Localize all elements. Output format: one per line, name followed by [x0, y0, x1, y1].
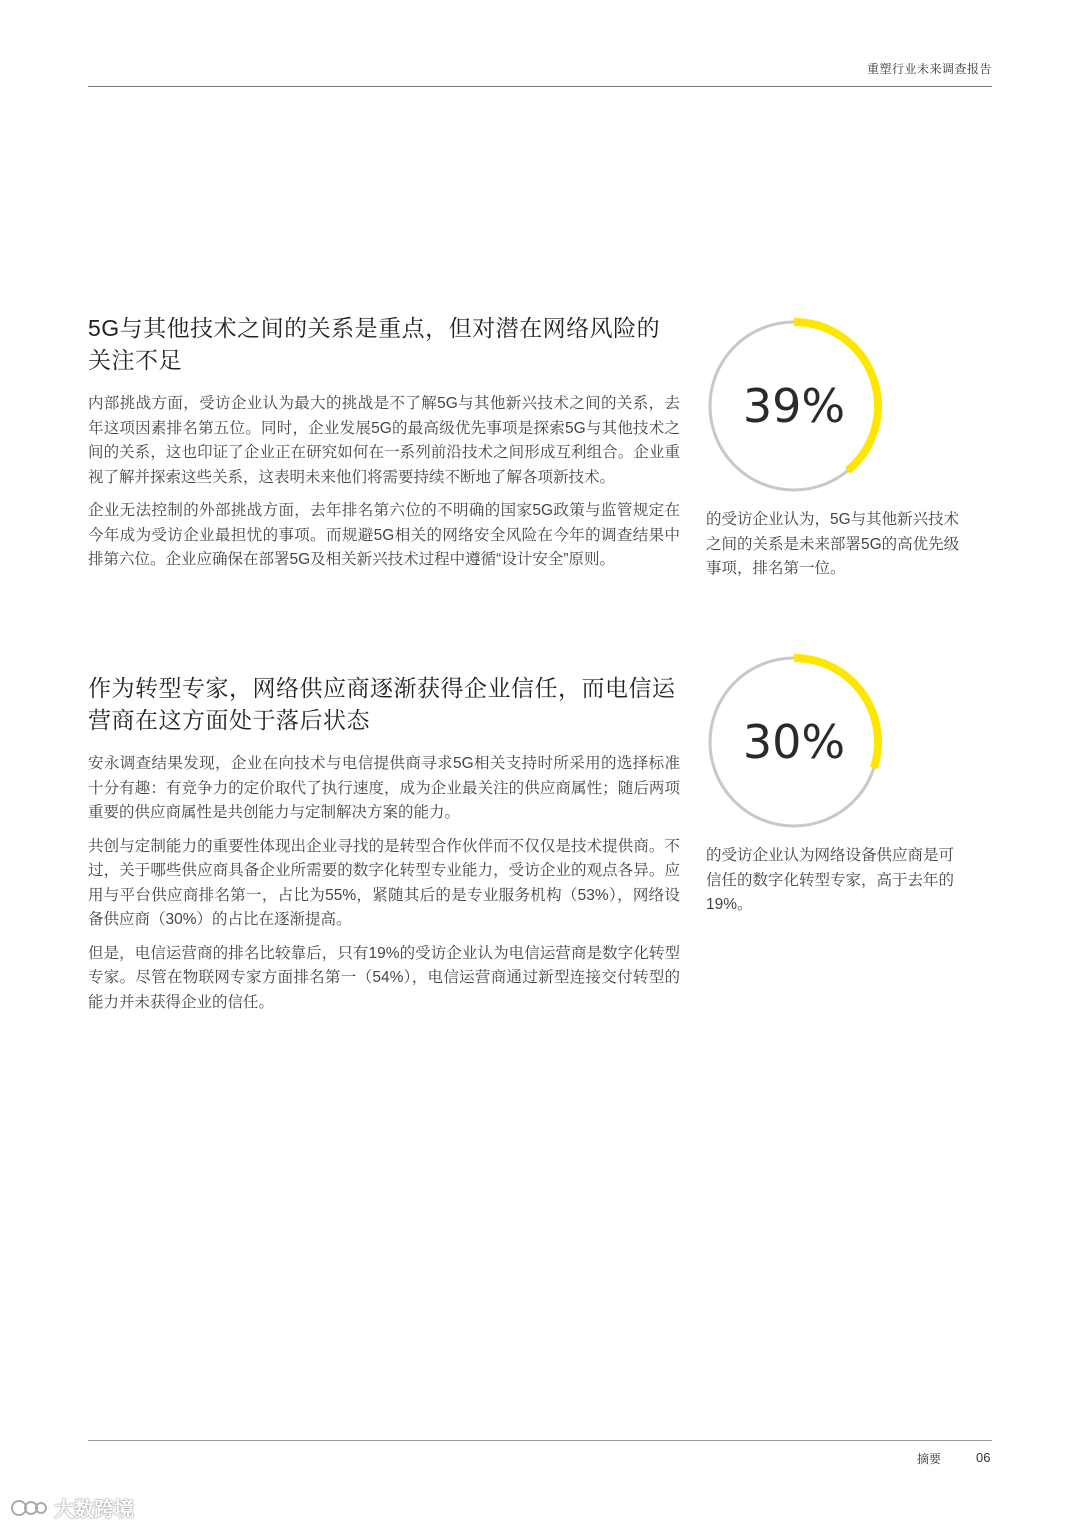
- progress-ring: [706, 318, 882, 494]
- stat-caption: 的受访企业认为网络设备供应商是可信任的数字化转型专家，高于去年的19%。: [706, 847, 955, 913]
- header-divider: [88, 86, 992, 87]
- section-heading: 5G与其他技术之间的关系是重点，但对潜在网络风险的关注不足: [88, 315, 661, 373]
- page-number: 06: [976, 1450, 991, 1465]
- section-network-tech-relationship: [88, 312, 680, 582]
- report-title: 重塑行业未来调查报告: [866, 62, 992, 76]
- section-paragraph: 安永调查结果发现，企业在向技术与电信提供商寻求5G相关支持时所采用的选择标准十分有趣：有竞争力的定价取代了执行速度，成为企业最关注的供应商属性；随后两项重要的供应商属性是共创能力与定制解决方案的能力。: [88, 755, 680, 821]
- stat-callout-39: [706, 318, 976, 582]
- watermark-logo-icon: [10, 1497, 48, 1519]
- stat-value: 39%: [742, 379, 846, 433]
- stat-callout-30: [706, 654, 976, 918]
- watermark-text: 大数跨境: [54, 1499, 134, 1521]
- section-paragraph: 企业无法控制的外部挑战方面，去年排名第六位的不明确的国家5G政策与监管规定在今年成为受访企业最担忧的事项。而规避5G相关的网络安全风险在今年的调查结果中排第六位。企业应确保在部署5G及相关新兴技术过程中遵循“设计安全”原则。: [88, 502, 680, 568]
- section-heading: 作为转型专家，网络供应商逐渐获得企业信任，而电信运营商在这方面处于落后状态: [88, 675, 676, 733]
- section-paragraph: 共创与定制能力的重要性体现出企业寻找的是转型合作伙伴而不仅仅是技术提供商。不过，关于哪些供应商具备企业所需要的数字化转型专业能力，受访企业的观点各异。应用与平台供应商排名第一，占比为55%，紧随其后的是专业服务机构（53%），网络设备供应商（30%）的占比在逐渐提高。: [88, 837, 680, 928]
- watermark: [10, 1493, 134, 1522]
- section-paragraph: 内部挑战方面，受访企业认为最大的挑战是不了解5G与其他新兴技术之间的关系，去年这项因素排名第五位。同时，企业发展5G的最高级优先事项是探索5G与其他技术之间的关系，这也印证了企业正在研究如何在一系列前沿技术之间形成互利组合。企业重视了解并探索这些关系，这表明未来他们将需要持续不断地了解各项新技术。: [88, 395, 680, 486]
- stat-value: 30%: [742, 715, 846, 769]
- footer-divider: [88, 1440, 992, 1441]
- stat-caption: 的受访企业认为，5G与其他新兴技术之间的关系是未来部署5G的高优先级事项，排名第一位。: [706, 511, 960, 577]
- section-network-suppliers-trust: [88, 672, 680, 1024]
- footer-section-label: 摘要: [917, 1452, 942, 1466]
- progress-ring: [706, 654, 882, 830]
- section-paragraph: 但是，电信运营商的排名比较靠后，只有19%的受访企业认为电信运营商是数字化转型专家。尽管在物联网专家方面排名第一（54%），电信运营商通过新型连接交付转型的能力并未获得企业的信任。: [88, 944, 680, 1011]
